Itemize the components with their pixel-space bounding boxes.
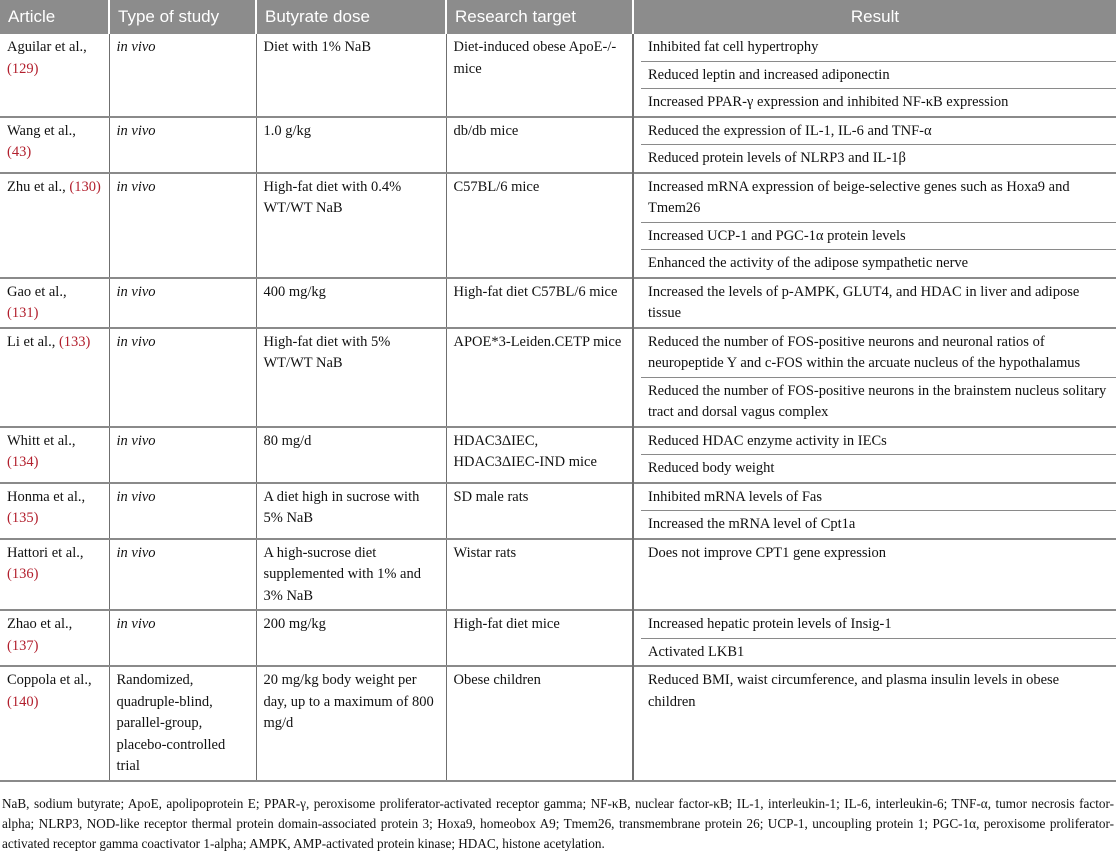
type-of-study-cell: [109, 34, 256, 117]
type-of-study-cell: [109, 173, 256, 278]
table-row: [0, 666, 1116, 781]
article-cell: [0, 666, 109, 781]
type-of-study-cell: [109, 539, 256, 611]
table-row: [0, 610, 1116, 666]
butyrate-dose-cell: High-fat diet with 5% WT/WT NaB: [256, 328, 446, 427]
article-author: Wang et al.,: [7, 122, 76, 139]
reference-link[interactable]: (129): [7, 60, 39, 77]
article-author: Aguilar et al.,: [7, 39, 87, 55]
article-author: Zhao et al.,: [7, 616, 73, 632]
research-target-cell: C57BL/6 mice: [446, 173, 633, 278]
type-of-study-text: in vivo: [116, 122, 156, 139]
result-item: Enhanced the activity of the adipose sympathetic nerve: [641, 249, 1116, 277]
result-item: Inhibited mRNA levels of Fas: [648, 488, 822, 505]
result-item: Increased the levels of p-AMPK, GLUT4, and HDAC in liver and adipose tissue: [648, 283, 1080, 321]
butyrate-dose-cell: 200 mg/kg: [256, 610, 446, 666]
research-target-cell: db/db mice: [446, 117, 633, 173]
result-item: Reduced the number of FOS-positive neurons in the brainstem nucleus solitary tract and dorsal vagus complex: [641, 377, 1116, 426]
table-row: [0, 278, 1116, 328]
article-author: Honma et al.,: [7, 488, 86, 505]
butyrate-dose-cell: A diet high in sucrose with 5% NaB: [256, 483, 446, 539]
result-item: Reduced BMI, waist circumference, and plasma insulin levels in obese children: [648, 672, 1060, 710]
result-item: Reduced the expression of IL-1, IL-6 and TNF-α: [648, 122, 932, 139]
result-item: Increased mRNA expression of beige-selective genes such as Hoxa9 and Tmem26: [648, 178, 1070, 216]
result-item: Reduced body weight: [641, 454, 1116, 482]
result-item: Reduced the number of FOS-positive neurons and neuronal ratios of neuropeptide Y and c-FOS within the arcuate nucleus of the hypothalamus: [648, 333, 1081, 371]
type-of-study-cell: [109, 117, 256, 173]
result-cell: [633, 173, 1116, 278]
result-cell: [633, 278, 1116, 328]
result-item: Increased the mRNA level of Cpt1a: [641, 510, 1116, 538]
header-article: Article: [0, 0, 109, 34]
reference-link[interactable]: (137): [7, 637, 39, 654]
header-type-of-study: Type of study: [109, 0, 256, 34]
type-of-study-text: in vivo: [116, 39, 156, 55]
result-item: Increased UCP-1 and PGC-1α protein levels: [641, 222, 1116, 250]
header-result: Result: [633, 0, 1116, 34]
result-cell: [633, 610, 1116, 666]
result-cell: [633, 117, 1116, 173]
type-of-study-text: Randomized, quadruple-blind, parallel-group, placebo-controlled trial: [116, 672, 226, 774]
reference-link[interactable]: (140): [7, 693, 39, 710]
result-item: Inhibited fat cell hypertrophy: [648, 39, 819, 55]
reference-link[interactable]: (130): [69, 178, 101, 195]
result-cell: [633, 483, 1116, 539]
table-row: [0, 483, 1116, 539]
butyrate-dose-cell: 20 mg/kg body weight per day, up to a maximum of 800 mg/d: [256, 666, 446, 781]
research-target-cell: Obese children: [446, 666, 633, 781]
article-author: Whitt et al.,: [7, 432, 76, 449]
type-of-study-text: in vivo: [116, 488, 156, 505]
header-butyrate-dose: Butyrate dose: [256, 0, 446, 34]
butyrate-dose-cell: A high-sucrose diet supplemented with 1% and 3% NaB: [256, 539, 446, 611]
type-of-study-cell: [109, 278, 256, 328]
article-cell: [0, 34, 109, 117]
result-item: Increased hepatic protein levels of Insig-1: [648, 616, 892, 632]
type-of-study-text: in vivo: [116, 616, 156, 632]
type-of-study-cell: [109, 427, 256, 483]
article-author: Zhu et al.,: [7, 178, 66, 195]
research-target-cell: HDAC3ΔIEC, HDAC3ΔIEC-IND mice: [446, 427, 633, 483]
result-item: Activated LKB1: [641, 638, 1116, 666]
article-cell: [0, 117, 109, 173]
reference-link[interactable]: (133): [58, 333, 91, 350]
result-cell: [633, 539, 1116, 611]
result-item: Does not improve CPT1 gene expression: [648, 544, 887, 561]
table-row: [0, 539, 1116, 611]
reference-link[interactable]: (134): [7, 454, 39, 470]
article-cell: [0, 427, 109, 483]
result-item: Reduced HDAC enzyme activity in IECs: [648, 432, 887, 449]
article-author: Gao et al.,: [7, 283, 67, 300]
table-body: [0, 34, 1116, 781]
type-of-study-cell: [109, 666, 256, 781]
type-of-study-cell: [109, 328, 256, 427]
research-target-cell: High-fat diet mice: [446, 610, 633, 666]
result-cell: [633, 328, 1116, 427]
type-of-study-text: in vivo: [116, 432, 156, 449]
result-item: Reduced protein levels of NLRP3 and IL-1β: [641, 144, 1116, 172]
type-of-study-text: in vivo: [116, 283, 156, 300]
article-cell: [0, 610, 109, 666]
table-row: [0, 427, 1116, 483]
type-of-study-text: in vivo: [116, 333, 156, 350]
type-of-study-cell: [109, 483, 256, 539]
header-research-target: Research target: [446, 0, 633, 34]
butyrate-dose-cell: 80 mg/d: [256, 427, 446, 483]
type-of-study-text: in vivo: [116, 178, 156, 195]
article-author: Li et al.,: [7, 333, 56, 350]
research-target-cell: Diet-induced obese ApoE-/- mice: [446, 34, 633, 117]
result-cell: [633, 34, 1116, 117]
butyrate-dose-cell: Diet with 1% NaB: [256, 34, 446, 117]
reference-link[interactable]: (135): [7, 510, 39, 526]
table-row: [0, 117, 1116, 173]
type-of-study-text: in vivo: [116, 544, 156, 561]
research-target-cell: SD male rats: [446, 483, 633, 539]
article-cell: [0, 539, 109, 611]
type-of-study-cell: [109, 610, 256, 666]
article-author: Hattori et al.,: [7, 544, 84, 561]
result-item: Increased PPAR-γ expression and inhibited NF-κB expression: [641, 88, 1116, 116]
table-row: [0, 328, 1116, 427]
reference-link[interactable]: (136): [7, 566, 39, 582]
header-row: [0, 0, 1116, 34]
butyrate-dose-cell: 1.0 g/kg: [256, 117, 446, 173]
result-cell: [633, 666, 1116, 781]
reference-link[interactable]: (43): [7, 144, 32, 160]
table-row: [0, 34, 1116, 117]
article-cell: [0, 483, 109, 539]
result-cell: [633, 427, 1116, 483]
table-footnote: NaB, sodium butyrate; ApoE, apolipoprotein E; PPAR-γ, peroxisome proliferator-activated receptor gamma; NF-κB, nuclear factor-κB; IL-1, interleukin-1; IL-6, interleukin-6; TNF-α, tumor necrosis factor-alpha; NLRP3, NOD-like receptor thermal protein domain-associated protein 3; Hoxa9, homeobox A9; Tmem26, transmembrane protein 26; UCP-1, uncoupling protein 1; PGC-1α, peroxisome proliferator-activated receptor gamma coactivator 1-alpha; AMPK, AMP-activated protein kinase; HDAC, histone acetylation.: [2, 795, 1114, 851]
article-cell: [0, 278, 109, 328]
article-cell: [0, 328, 109, 427]
result-item: Reduced leptin and increased adiponectin: [641, 61, 1116, 89]
reference-link[interactable]: (131): [7, 305, 39, 321]
research-target-cell: Wistar rats: [446, 539, 633, 611]
table-row: [0, 173, 1116, 278]
article-cell: [0, 173, 109, 278]
article-author: Coppola et al.,: [7, 672, 92, 688]
research-target-cell: High-fat diet C57BL/6 mice: [446, 278, 633, 328]
butyrate-dose-cell: 400 mg/kg: [256, 278, 446, 328]
research-target-cell: APOE*3-Leiden.CETP mice: [446, 328, 633, 427]
table-header: [0, 0, 1116, 34]
butyrate-dose-cell: High-fat diet with 0.4% WT/WT NaB: [256, 173, 446, 278]
